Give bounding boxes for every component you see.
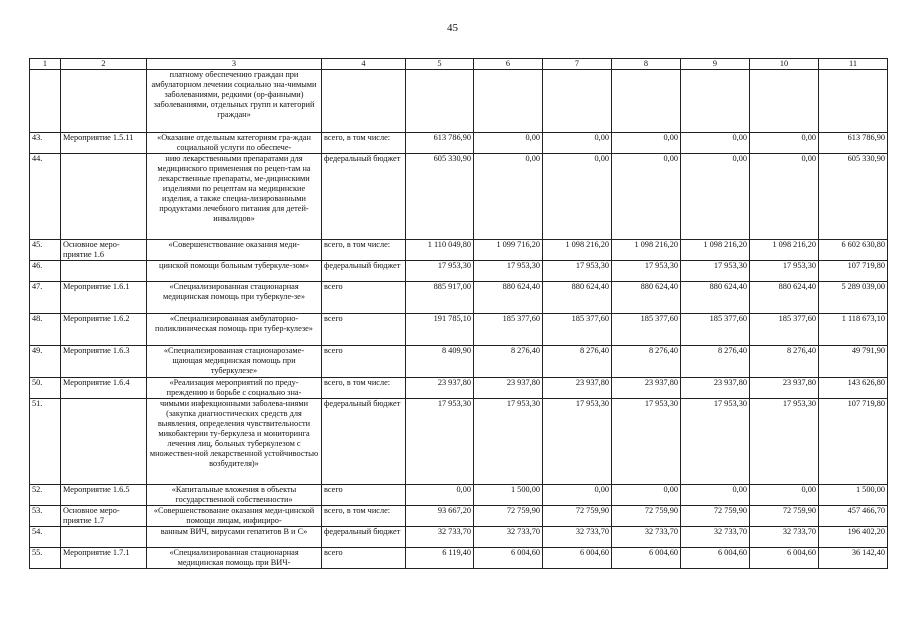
funding-source-cell: всего, в том числе: xyxy=(322,506,406,527)
row-number-cell: 53. xyxy=(30,506,61,527)
amount-cell xyxy=(543,70,612,133)
amount-cell: 72 759,90 xyxy=(612,506,681,527)
table-row xyxy=(30,154,888,240)
amount-cell: 17 953,30 xyxy=(750,399,819,485)
amount-cell: 32 733,70 xyxy=(543,527,612,548)
amount-cell: 0,00 xyxy=(543,154,612,240)
table-row xyxy=(30,314,888,346)
description-cell: ванным ВИЧ, вирусами гепатитов В и С» xyxy=(147,527,322,548)
event-cell: Мероприятие 1.6.4 xyxy=(61,378,147,399)
amount-cell: 8 276,40 xyxy=(750,346,819,378)
amount-cell: 23 937,80 xyxy=(474,378,543,399)
amount-cell: 17 953,30 xyxy=(406,399,474,485)
funding-source-cell: федеральный бюджет xyxy=(322,261,406,282)
amount-cell: 8 276,40 xyxy=(612,346,681,378)
amount-cell: 72 759,90 xyxy=(750,506,819,527)
amount-cell: 32 733,70 xyxy=(750,527,819,548)
amount-cell: 0,00 xyxy=(681,485,750,506)
amount-cell xyxy=(750,70,819,133)
amount-cell: 17 953,30 xyxy=(612,399,681,485)
amount-cell: 32 733,70 xyxy=(474,527,543,548)
amount-cell: 72 759,90 xyxy=(474,506,543,527)
table-row xyxy=(30,485,888,506)
amount-cell: 17 953,30 xyxy=(543,399,612,485)
amount-cell: 32 733,70 xyxy=(681,527,750,548)
event-cell xyxy=(61,154,147,240)
funding-source-cell: всего xyxy=(322,548,406,569)
header-cell: 11 xyxy=(819,59,888,70)
amount-cell: 185 377,60 xyxy=(750,314,819,346)
table-row xyxy=(30,240,888,261)
table-body xyxy=(30,59,888,569)
amount-cell: 1 110 049,80 xyxy=(406,240,474,261)
funding-source-cell: федеральный бюджет xyxy=(322,527,406,548)
amount-cell xyxy=(819,70,888,133)
amount-cell: 8 276,40 xyxy=(543,346,612,378)
amount-cell: 0,00 xyxy=(681,133,750,154)
amount-cell: 8 409,90 xyxy=(406,346,474,378)
amount-cell: 17 953,30 xyxy=(612,261,681,282)
amount-cell: 17 953,30 xyxy=(474,261,543,282)
event-cell: Основное меро-приятие 1.6 xyxy=(61,240,147,261)
amount-cell: 0,00 xyxy=(750,133,819,154)
amount-cell: 17 953,30 xyxy=(681,261,750,282)
row-number-cell: 45. xyxy=(30,240,61,261)
table-row xyxy=(30,346,888,378)
header-cell: 1 xyxy=(30,59,61,70)
row-number-cell: 49. xyxy=(30,346,61,378)
amount-cell: 6 004,60 xyxy=(612,548,681,569)
description-cell: чимыми инфекционными заболева-ниями (закупка диагностических средств для выявления, определения чувствительности микобактерии ту-беркулеза и мониторинга лечения лиц, больных туберкулезом с множествен-ной лекарственной устойчивостью возбудителя)» xyxy=(147,399,322,485)
amount-cell: 23 937,80 xyxy=(681,378,750,399)
amount-cell: 0,00 xyxy=(612,133,681,154)
amount-cell: 6 602 630,80 xyxy=(819,240,888,261)
amount-cell: 0,00 xyxy=(612,485,681,506)
row-number-cell: 44. xyxy=(30,154,61,240)
header-cell: 8 xyxy=(612,59,681,70)
amount-cell: 107 719,80 xyxy=(819,399,888,485)
header-cell: 4 xyxy=(322,59,406,70)
amount-cell xyxy=(474,70,543,133)
row-number-cell: 48. xyxy=(30,314,61,346)
header-row xyxy=(30,59,888,70)
amount-cell: 0,00 xyxy=(681,154,750,240)
description-cell: «Специализированная стационарозаме-щающая медицинская помощь при туберкулезе» xyxy=(147,346,322,378)
amount-cell: 49 791,90 xyxy=(819,346,888,378)
header-cell: 6 xyxy=(474,59,543,70)
description-cell: «Совершенствование оказания меди- xyxy=(147,240,322,261)
amount-cell: 17 953,30 xyxy=(681,399,750,485)
amount-cell: 8 276,40 xyxy=(681,346,750,378)
amount-cell: 6 004,60 xyxy=(750,548,819,569)
row-number-cell: 46. xyxy=(30,261,61,282)
description-cell: «Оказание отдельным категориям гра-ждан социальной услуги по обеспече- xyxy=(147,133,322,154)
amount-cell: 191 785,10 xyxy=(406,314,474,346)
amount-cell: 457 466,70 xyxy=(819,506,888,527)
amount-cell: 0,00 xyxy=(750,485,819,506)
header-cell: 3 xyxy=(147,59,322,70)
amount-cell: 17 953,30 xyxy=(474,399,543,485)
amount-cell: 1 098 216,20 xyxy=(681,240,750,261)
header-cell: 5 xyxy=(406,59,474,70)
amount-cell: 32 733,70 xyxy=(406,527,474,548)
amount-cell: 32 733,70 xyxy=(612,527,681,548)
event-cell: Мероприятие 1.5.11 xyxy=(61,133,147,154)
description-cell: цинской помощи больным туберкуле-зом» xyxy=(147,261,322,282)
row-number-cell: 47. xyxy=(30,282,61,314)
amount-cell: 185 377,60 xyxy=(612,314,681,346)
row-number-cell: 52. xyxy=(30,485,61,506)
amount-cell: 72 759,90 xyxy=(681,506,750,527)
event-cell xyxy=(61,70,147,133)
table-row xyxy=(30,133,888,154)
amount-cell: 1 118 673,10 xyxy=(819,314,888,346)
header-cell: 2 xyxy=(61,59,147,70)
amount-cell: 605 330,90 xyxy=(819,154,888,240)
amount-cell: 1 500,00 xyxy=(819,485,888,506)
row-number-cell: 54. xyxy=(30,527,61,548)
funding-source-cell: всего, в том числе: xyxy=(322,133,406,154)
amount-cell: 1 098 216,20 xyxy=(612,240,681,261)
amount-cell: 185 377,60 xyxy=(681,314,750,346)
page-number: 45 xyxy=(447,22,458,34)
funding-source-cell: федеральный бюджет xyxy=(322,399,406,485)
amount-cell: 6 119,40 xyxy=(406,548,474,569)
amount-cell: 0,00 xyxy=(612,154,681,240)
event-cell: Мероприятие 1.7.1 xyxy=(61,548,147,569)
amount-cell: 17 953,30 xyxy=(543,261,612,282)
event-cell: Мероприятие 1.6.1 xyxy=(61,282,147,314)
amount-cell: 107 719,80 xyxy=(819,261,888,282)
row-number-cell xyxy=(30,70,61,133)
table-row xyxy=(30,282,888,314)
amount-cell xyxy=(406,70,474,133)
funding-source-cell: всего xyxy=(322,282,406,314)
funding-source-cell: всего xyxy=(322,346,406,378)
table-row xyxy=(30,70,888,133)
amount-cell: 6 004,60 xyxy=(474,548,543,569)
description-cell: «Капитальные вложения в объекты государственной собственности» xyxy=(147,485,322,506)
amount-cell: 0,00 xyxy=(406,485,474,506)
row-number-cell: 43. xyxy=(30,133,61,154)
amount-cell: 0,00 xyxy=(543,133,612,154)
event-cell: Мероприятие 1.6.2 xyxy=(61,314,147,346)
amount-cell: 880 624,40 xyxy=(474,282,543,314)
amount-cell: 1 099 716,20 xyxy=(474,240,543,261)
description-cell: «Специализированная стационарная медицинская помощь при ВИЧ- xyxy=(147,548,322,569)
header-cell: 7 xyxy=(543,59,612,70)
amount-cell: 23 937,80 xyxy=(543,378,612,399)
amount-cell: 0,00 xyxy=(474,154,543,240)
amount-cell: 5 289 039,00 xyxy=(819,282,888,314)
table-row xyxy=(30,548,888,569)
amount-cell: 1 098 216,20 xyxy=(543,240,612,261)
amount-cell: 880 624,40 xyxy=(612,282,681,314)
amount-cell: 0,00 xyxy=(474,133,543,154)
event-cell xyxy=(61,261,147,282)
amount-cell: 0,00 xyxy=(750,154,819,240)
description-cell: «Специализированная амбулаторно-поликлиническая помощь при тубер-кулезе» xyxy=(147,314,322,346)
amount-cell: 6 004,60 xyxy=(681,548,750,569)
event-cell: Мероприятие 1.6.5 xyxy=(61,485,147,506)
amount-cell: 1 098 216,20 xyxy=(750,240,819,261)
amount-cell: 17 953,30 xyxy=(406,261,474,282)
table-row xyxy=(30,261,888,282)
event-cell xyxy=(61,399,147,485)
amount-cell: 6 004,60 xyxy=(543,548,612,569)
amount-cell: 36 142,40 xyxy=(819,548,888,569)
table-row xyxy=(30,378,888,399)
amount-cell: 880 624,40 xyxy=(750,282,819,314)
funding-source-cell: всего xyxy=(322,314,406,346)
amount-cell: 23 937,80 xyxy=(750,378,819,399)
funding-source-cell: всего xyxy=(322,485,406,506)
amount-cell: 185 377,60 xyxy=(543,314,612,346)
amount-cell: 613 786,90 xyxy=(406,133,474,154)
amount-cell: 0,00 xyxy=(543,485,612,506)
table-row xyxy=(30,399,888,485)
description-cell: «Совершенствование оказания меди-цинской помощи лицам, инфициро- xyxy=(147,506,322,527)
description-cell: «Специализированная стационарная медицинская помощь при туберкуле-зе» xyxy=(147,282,322,314)
row-number-cell: 55. xyxy=(30,548,61,569)
table-row xyxy=(30,506,888,527)
description-cell: нию лекарственными препаратами для медицинского применения по рецеп-там на лекарственные препараты, ме-дицинскими изделиями по рецептам на медицинские изделия, а также специа-лизированными продуктами лечебного питания для детей-инвалидов» xyxy=(147,154,322,240)
funding-source-cell: федеральный бюджет xyxy=(322,154,406,240)
event-cell: Мероприятие 1.6.3 xyxy=(61,346,147,378)
event-cell xyxy=(61,527,147,548)
amount-cell: 605 330,90 xyxy=(406,154,474,240)
description-cell: «Реализация мероприятий по преду-преждению и борьбе с социально зна- xyxy=(147,378,322,399)
amount-cell: 885 917,00 xyxy=(406,282,474,314)
amount-cell xyxy=(612,70,681,133)
funding-source-cell: всего, в том числе: xyxy=(322,378,406,399)
header-cell: 10 xyxy=(750,59,819,70)
amount-cell: 72 759,90 xyxy=(543,506,612,527)
amount-cell: 880 624,40 xyxy=(543,282,612,314)
event-cell: Основное меро-приятие 1.7 xyxy=(61,506,147,527)
row-number-cell: 51. xyxy=(30,399,61,485)
row-number-cell: 50. xyxy=(30,378,61,399)
header-cell: 9 xyxy=(681,59,750,70)
funding-source-cell xyxy=(322,70,406,133)
funding-source-cell: всего, в том числе: xyxy=(322,240,406,261)
amount-cell: 93 667,20 xyxy=(406,506,474,527)
amount-cell xyxy=(681,70,750,133)
amount-cell: 613 786,90 xyxy=(819,133,888,154)
budget-table xyxy=(29,58,888,569)
amount-cell: 1 500,00 xyxy=(474,485,543,506)
amount-cell: 17 953,30 xyxy=(750,261,819,282)
amount-cell: 185 377,60 xyxy=(474,314,543,346)
amount-cell: 8 276,40 xyxy=(474,346,543,378)
table-row xyxy=(30,527,888,548)
amount-cell: 880 624,40 xyxy=(681,282,750,314)
description-cell: платному обеспечению граждан при амбулаторном лечении социально зна-чимыми заболеваниями, редкими (ор-фанными) заболеваниями, отдельных групп и категорий граждан» xyxy=(147,70,322,133)
amount-cell: 196 402,20 xyxy=(819,527,888,548)
amount-cell: 23 937,80 xyxy=(406,378,474,399)
amount-cell: 23 937,80 xyxy=(612,378,681,399)
amount-cell: 143 626,80 xyxy=(819,378,888,399)
